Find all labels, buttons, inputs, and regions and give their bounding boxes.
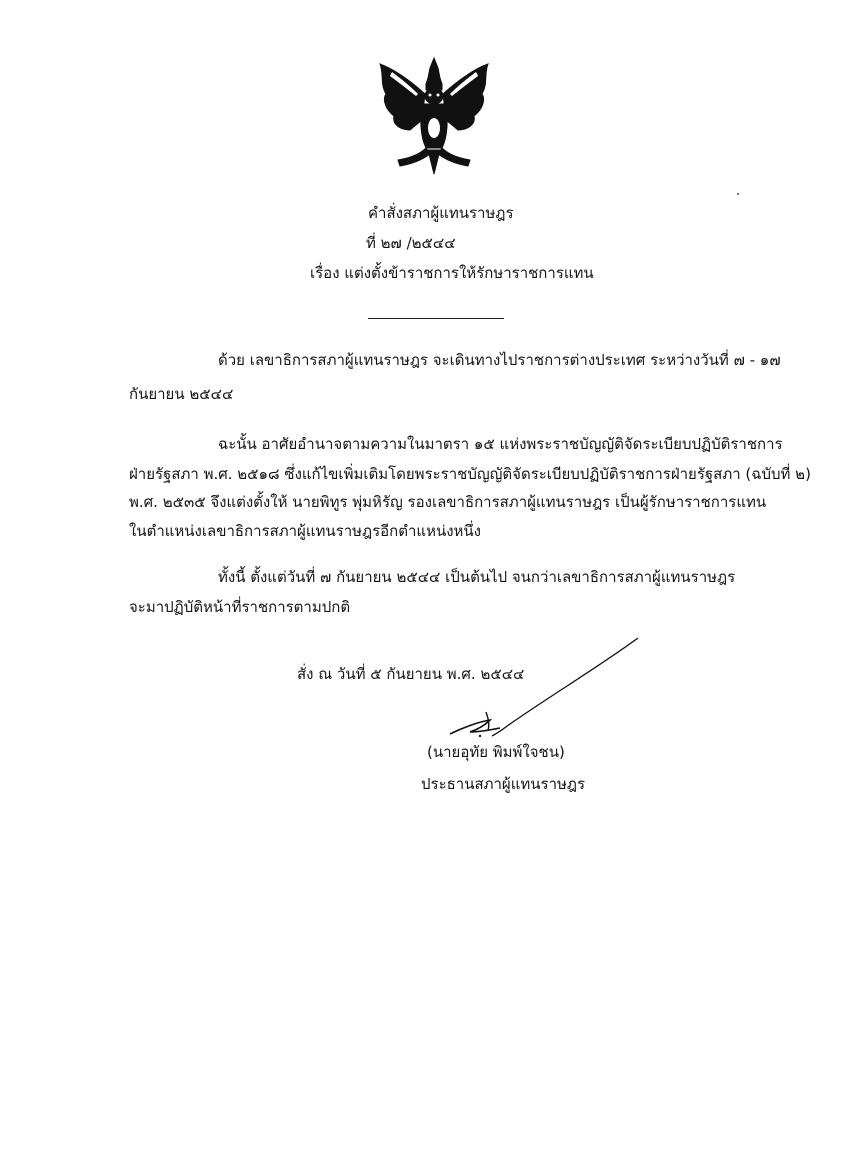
order-number: ที่ ๒๗ /๒๕๔๔ [366,234,456,252]
paragraph-2-line-2: ฝ่ายรัฐสภา พ.ศ. ๒๕๑๘ ซึ่งแก้ไขเพิ่มเติมโดยพระราชบัญญัติจัดระเบียบปฏิบัติราชการฝ่ายรัฐสภา (ฉบับที่ ๒) [129,465,811,483]
paragraph-3-line-2: จะมาปฏิบัติหน้าที่ราชการตามปกติ [129,598,351,616]
paragraph-1-line-2: กันยายน ๒๕๔๔ [129,385,234,403]
signer-position: ประธานสภาผู้แทนราษฎร [421,775,586,793]
paragraph-2-line-4: ในตำแหน่งเลขาธิการสภาผู้แทนราษฎรอีกตำแหน่งหนึ่ง [129,522,482,540]
document-title: คำสั่งสภาผู้แทนราษฎร [368,204,514,222]
paragraph-1-line-1: ด้วย เลขาธิการสภาผู้แทนราษฎร จะเดินทางไปราชการต่างประเทศ ระหว่างวันที่ ๗ - ๑๗ [218,351,781,369]
speck [737,193,739,195]
separator-rule [368,318,504,319]
order-subject: เรื่อง แต่งตั้งข้าราชการให้รักษาราชการแทน [310,264,594,282]
paragraph-3-line-1: ทั้งนี้ ตั้งแต่วันที่ ๗ กันยายน ๒๕๔๔ เป็นต้นไป จนกว่าเลขาธิการสภาผู้แทนราษฎร [218,568,736,586]
paragraph-2-line-1: ฉะนั้น อาศัยอำนาจตามความในมาตรา ๑๕ แห่งพระราชบัญญัติจัดระเบียบปฏิบัติราชการ [218,435,783,453]
order-date: สั่ง ณ วันที่ ๕ กันยายน พ.ศ. ๒๕๔๔ [297,665,525,683]
handwritten-signature [440,636,640,740]
garuda-emblem-icon [370,50,498,178]
paragraph-2-line-3: พ.ศ. ๒๕๓๕ จึงแต่งตั้งให้ นายพิทูร พุ่มหิรัญ รองเลขาธิการสภาผู้แทนราษฎร เป็นผู้รักษาราชการแทน [129,493,767,511]
signer-name: (นายอุทัย พิมพ์ใจชน) [427,743,565,761]
